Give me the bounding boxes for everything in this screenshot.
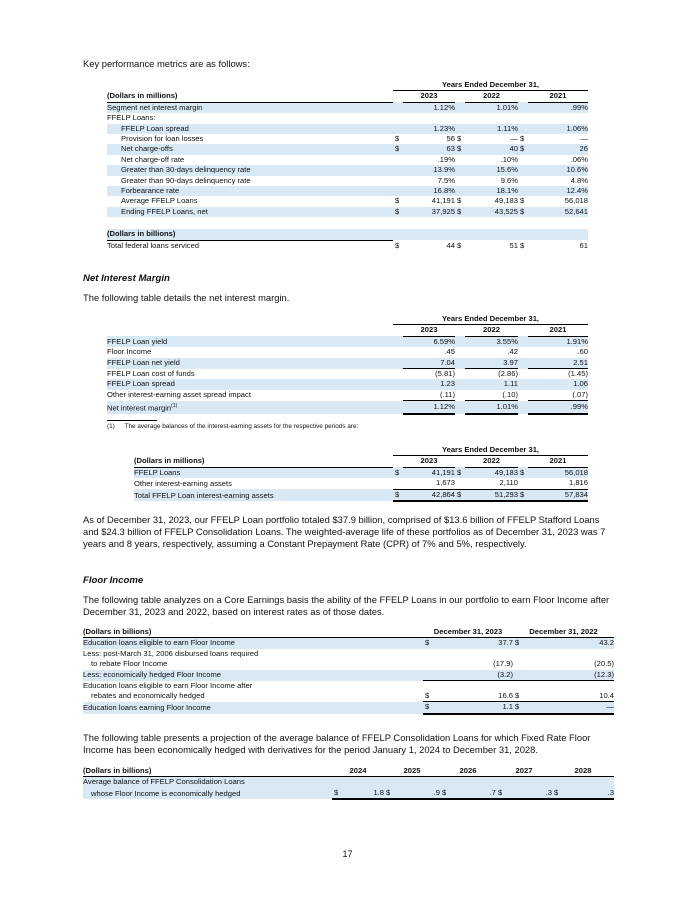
kpm-row-label: FFELP Loans: — [107, 113, 156, 123]
kpm-value: 49,183 — [494, 196, 518, 206]
kpm-value: 56 — [446, 134, 455, 144]
currency-sign: $ — [518, 467, 528, 478]
floor-value: 37.7 — [435, 638, 513, 649]
currency-sign — [513, 670, 525, 681]
nim-row — [107, 347, 588, 357]
kpm-row-label: Net charge-off rate — [121, 154, 185, 164]
currency-sign — [455, 176, 465, 186]
kpm-value — [528, 113, 588, 123]
floor-income-heading: Floor Income — [83, 575, 144, 586]
nim-value: (.07) — [528, 390, 588, 401]
projection-intro: The following table presents a projection of the average balance of FFELP Consolidation Loans for which Fixed Rate Floor Income has been economically hedged with derivatives for the period January 1, 2024 to December 31, 2028. — [83, 732, 591, 755]
kpm-value: 9.6% — [500, 175, 518, 185]
kpm-value: — — [580, 134, 588, 144]
nim-year: 2022 — [465, 325, 518, 336]
floor-value: (3.2) — [435, 670, 513, 681]
currency-sign — [393, 102, 403, 113]
floor-row — [83, 659, 614, 669]
currency-sign: $ — [518, 144, 528, 154]
floor-unit-label: (Dollars in billions) — [83, 627, 423, 638]
kpm-value: 43,525 — [465, 207, 518, 217]
footnote-rule — [107, 420, 157, 421]
currency-sign — [455, 124, 465, 134]
nim-value: 7.04 — [403, 358, 455, 369]
proj-value: .7 — [450, 788, 496, 799]
avg-value: 42,864 — [403, 489, 455, 501]
kpm-serviced-label: Total federal loans serviced — [107, 240, 200, 250]
nim-year: 2023 — [403, 325, 455, 336]
nim-row — [107, 390, 588, 401]
currency-sign: $ — [513, 691, 525, 702]
currency-sign — [393, 176, 403, 186]
floor-value: 1.1 — [435, 702, 513, 714]
nim-heading: Net Interest Margin — [83, 273, 170, 284]
kpm-unit-label: (Dollars in millions) — [107, 91, 393, 102]
currency-sign: $ — [520, 134, 525, 144]
kpm-value: .10% — [500, 154, 518, 164]
avg-value: 41,191 — [403, 467, 455, 478]
currency-sign: $ — [423, 702, 435, 714]
currency-sign: $ — [455, 489, 465, 501]
kpm-value: 41,191 — [431, 196, 455, 206]
floor-value: — — [525, 702, 614, 714]
avg-value: 1,673 — [403, 478, 455, 489]
nim-value: 2.51 — [528, 358, 588, 369]
kpm-value: 4.8% — [570, 175, 588, 185]
currency-sign: $ — [395, 196, 400, 206]
nim-value: 1.12% — [403, 401, 455, 414]
nim-value: 1.01% — [465, 401, 518, 414]
kpm-row — [107, 165, 588, 175]
kpm-row — [107, 124, 588, 134]
floor-income-intro: The following table analyzes on a Core Earnings basis the ability of the FFELP Loans in our portfolio to earn Floor Income after December 31, 2023 and 2022, based on interest rates as of those dates. — [83, 594, 610, 617]
kpm-group-header: Years Ended December 31, — [393, 80, 588, 91]
floor-row — [83, 691, 614, 702]
floor-value: (17.9) — [493, 659, 513, 669]
floor-value: 10.4 — [525, 691, 614, 702]
nim-value: .45 — [444, 347, 455, 357]
currency-sign — [518, 478, 528, 489]
kpm-year: 2021 — [528, 91, 588, 102]
currency-sign: $ — [423, 691, 435, 702]
proj-year: 2024 — [332, 766, 384, 777]
nim-row-label: Net interest margin$^{(1)}$ — [107, 401, 393, 414]
currency-sign: $ — [520, 196, 525, 206]
nim-row-label: Floor Income — [107, 347, 152, 357]
kpm-value: 40 — [465, 144, 518, 154]
nim-row — [107, 336, 588, 347]
nim-row — [107, 369, 588, 380]
currency-sign: $ — [395, 134, 400, 144]
kpm-value: 63 — [403, 144, 455, 154]
kpm-year: 2022 — [465, 91, 518, 102]
footnote-ref: (1) — [171, 402, 178, 409]
key-performance-table: Years Ended December 31, (Dollars in millions) 2023 2022 2021 Segment net interest margin 1.12% 1.01% .99% FFELP Loans: FFELP Loan spread 1.23% 1.11% 1.06% Provision for loan losses $ 56 $ — $ — Net charge-offs $ 63 $ 40 $ 26 Net charge-off rate .19% .10% .06% Greater than 30-days delinquency rate 13.9% 15.6% 10.6% Greater than 90-days delinquency rate 7.5% 9.6% 4.8% Forbearance rate 16.8% 18.1% 12.4% Average FFELP Loans $ 41,191 $ 49,183 $ 56,018 Ending FFELP Loans, net $ 37,925 $ 43,525 $ 52,641 (Dollars in billions) Total federal loans serviced $ 44 $ 51 $ 61 — [107, 80, 588, 250]
currency-sign — [455, 155, 465, 165]
currency-sign — [518, 113, 528, 123]
kpm-serviced-value: 51 — [509, 240, 518, 250]
nim-value: (2.86) — [498, 369, 518, 379]
floor-value: 43.2 — [525, 638, 614, 649]
avg-year: 2023 — [403, 456, 455, 467]
nim-value: .42 — [507, 347, 518, 357]
kpm-value: 1.06% — [528, 124, 588, 134]
proj-value: 1.8 — [342, 788, 384, 799]
kpm-value — [403, 113, 455, 123]
currency-sign: $ — [518, 207, 528, 217]
kpm-value: 1.01% — [465, 102, 518, 113]
kpm-value: 1.11% — [465, 124, 518, 134]
floor-value: (12.3) — [525, 670, 614, 681]
floor-row — [83, 681, 614, 691]
currency-sign: $ — [455, 467, 465, 478]
kpm-row-label: Segment net interest margin — [107, 102, 393, 113]
nim-row-label: FFELP Loan net yield — [107, 358, 393, 369]
footnote-marker: (1) — [107, 423, 115, 430]
floor-row-label: Less: economically hedged Floor Income — [83, 670, 423, 681]
floor-row-label: Education loans eligible to earn Floor Income after — [83, 680, 253, 690]
floor-col-header: December 31, 2023 — [423, 627, 513, 638]
floor-income-table — [83, 627, 614, 715]
avg-row-label: FFELP Loans — [134, 467, 393, 478]
avg-year: 2021 — [528, 456, 588, 467]
currency-sign — [455, 165, 465, 175]
intro-text: Key performance metrics are as follows: — [83, 58, 250, 69]
currency-sign — [393, 155, 403, 165]
kpm-value: 13.9% — [403, 165, 455, 175]
nim-value: 1.11 — [465, 379, 518, 389]
kpm-value: 10.6% — [528, 165, 588, 175]
currency-sign — [518, 124, 528, 134]
avg-value: 2,110 — [465, 478, 518, 489]
nim-value: (.10) — [465, 390, 518, 401]
kpm-value: .99% — [528, 102, 588, 113]
floor-row — [83, 649, 614, 659]
avg-value: 49,183 — [465, 467, 518, 478]
portfolio-paragraph: As of December 31, 2023, our FFELP Loan portfolio totaled $37.9 billion, comprised of $13.6 billion of FFELP Stafford Loans and $24.3 billion of FFELP Consolidation Loans. The weighted-average life of these portfolios as of December 31, 2023 was 7 years and 8 years, respectively, assuming a Constant Prepayment Rate (CPR) of 7% and 5%, respectively. — [83, 514, 606, 549]
nim-row-label: FFELP Loan cost of funds — [107, 369, 195, 379]
nim-value: (1.45) — [568, 369, 588, 379]
nim-value: 1.91% — [528, 336, 588, 347]
avg-unit-label: (Dollars in millions) — [134, 456, 393, 467]
kpm-row-label: Forbearance rate — [107, 186, 393, 196]
nim-group-header: Years Ended December 31, — [393, 314, 588, 325]
kpm-row-label: Provision for loan losses — [121, 134, 204, 144]
kpm-value: 1.23% — [403, 124, 455, 134]
nim-value: .99% — [528, 401, 588, 414]
kpm-row — [107, 144, 588, 154]
floor-row-label: Education loans earning Floor Income — [83, 702, 423, 714]
kpm-row-label: FFELP Loan spread — [107, 124, 393, 134]
kpm-row — [107, 196, 588, 206]
currency-sign — [518, 186, 528, 196]
proj-year: 2027 — [496, 766, 552, 777]
floor-value: 16.6 — [435, 691, 513, 702]
kpm-value: 15.6% — [465, 165, 518, 175]
kpm-row-label: Greater than 90-days delinquency rate — [121, 175, 251, 185]
floor-value: (20.5) — [594, 659, 614, 669]
kpm-value: 52,641 — [528, 207, 588, 217]
kpm-row-label: Average FFELP Loans — [121, 196, 198, 206]
kpm-value: 1.12% — [403, 102, 455, 113]
nim-row-label: Other interest-earning asset spread impact — [107, 390, 251, 400]
currency-sign: $ — [455, 207, 465, 217]
kpm-row — [107, 186, 588, 196]
proj-year: 2028 — [552, 766, 614, 777]
footnote-text: The average balances of the interest-earning assets for the respective periods are: — [124, 423, 359, 430]
proj-year: 2026 — [440, 766, 496, 777]
currency-sign — [393, 478, 403, 489]
currency-sign — [393, 186, 403, 196]
currency-sign — [393, 165, 403, 175]
floor-row-label: Education loans eligible to earn Floor Income — [83, 638, 423, 649]
kpm-serviced-value: 44 — [446, 240, 455, 250]
nim-value: .60 — [577, 347, 588, 357]
kpm-year: 2023 — [403, 91, 455, 102]
currency-sign: $ — [393, 207, 403, 217]
proj-unit-label: (Dollars in billions) — [83, 766, 332, 777]
currency-sign: $ — [423, 638, 435, 649]
nim-row — [107, 401, 588, 414]
avg-row — [134, 467, 588, 478]
currency-sign — [518, 155, 528, 165]
nim-value: 6.59% — [403, 336, 455, 347]
kpm-value: .06% — [570, 154, 588, 164]
currency-sign: $ — [393, 489, 403, 501]
kpm-serviced-value: 61 — [579, 240, 588, 250]
kpm-billions-label: (Dollars in billions) — [107, 229, 393, 240]
nim-year: 2021 — [528, 325, 588, 336]
currency-sign: $ — [457, 134, 462, 144]
proj-year: 2025 — [384, 766, 440, 777]
proj-value: .9 — [394, 788, 440, 799]
currency-sign — [518, 102, 528, 113]
currency-sign: $ — [455, 144, 465, 154]
nim-row — [107, 358, 588, 369]
currency-sign — [455, 478, 465, 489]
kpm-value: 18.1% — [465, 186, 518, 196]
currency-sign — [455, 186, 465, 196]
kpm-value: 26 — [528, 144, 588, 154]
currency-sign — [455, 102, 465, 113]
nim-value: 3.55% — [465, 336, 518, 347]
kpm-value — [465, 113, 518, 123]
average-balances-table — [134, 445, 588, 502]
avg-year: 2022 — [465, 456, 518, 467]
currency-sign: $ — [513, 702, 525, 714]
floor-row-label: Less: post-March 31, 2006 disbursed loans required — [83, 648, 259, 658]
proj-value: .3 — [506, 788, 552, 799]
nim-value: 3.97 — [465, 358, 518, 369]
kpm-value: 12.4% — [528, 186, 588, 196]
avg-group-header: Years Ended December 31, — [393, 445, 588, 456]
kpm-value: .19% — [437, 154, 455, 164]
currency-sign — [423, 659, 435, 669]
kpm-row — [107, 207, 588, 217]
floor-row — [83, 702, 614, 714]
floor-row — [83, 638, 614, 649]
kpm-value: 7.5% — [437, 175, 455, 185]
nim-intro: The following table details the net interest margin. — [83, 292, 290, 303]
currency-sign — [513, 659, 525, 669]
net-interest-margin-table — [107, 314, 588, 415]
currency-sign — [393, 113, 403, 123]
currency-sign — [455, 113, 465, 123]
kpm-row — [107, 102, 588, 113]
avg-row — [134, 478, 588, 489]
avg-value: 56,018 — [528, 467, 588, 478]
kpm-value: 37,925 — [403, 207, 455, 217]
floor-col-header: December 31, 2022 — [513, 627, 614, 638]
avg-row-label: Other interest-earning assets — [134, 478, 232, 488]
nim-value: 1.06 — [528, 379, 588, 389]
kpm-row — [107, 155, 588, 165]
currency-sign — [518, 165, 528, 175]
avg-row — [134, 489, 588, 501]
kpm-row — [107, 113, 588, 123]
currency-sign — [393, 124, 403, 134]
nim-value: (.11) — [403, 390, 455, 401]
proj-row-label: Average balance of FFELP Consolidation Loans — [83, 777, 332, 788]
currency-sign: $ — [518, 489, 528, 501]
kpm-row-label: Ending FFELP Loans, net — [107, 207, 393, 217]
floor-row-label: rebates and economically hedged — [91, 691, 205, 701]
page-number: 17 — [342, 849, 353, 859]
kpm-value: 56,018 — [564, 196, 588, 206]
currency-sign: $ — [457, 196, 462, 206]
avg-row-label: Total FFELP Loan interest-earning assets — [134, 489, 393, 501]
kpm-value: — — [510, 134, 518, 144]
currency-sign: $ — [393, 144, 403, 154]
floor-row — [83, 670, 614, 681]
footnote — [107, 423, 358, 430]
proj-row-label: whose Floor Income is economically hedged — [83, 788, 332, 799]
projection-table: (Dollars in billions) 2024 2025 2026 2027 2028 Average balance of FFELP Consolidation Loans whose Floor Income is economically hedged $ 1.8 $ .9 $ .7 $ .3 $ .3 — [83, 766, 614, 798]
kpm-row-label: Greater than 30-days delinquency rate — [107, 165, 393, 175]
currency-sign: $ — [513, 638, 525, 649]
nim-value: (5.81) — [435, 369, 455, 379]
kpm-value: 16.8% — [403, 186, 455, 196]
nim-row-label: FFELP Loan yield — [107, 336, 393, 347]
floor-row-label: to rebate Floor Income — [91, 659, 168, 669]
currency-sign — [518, 176, 528, 186]
currency-sign — [423, 670, 435, 681]
kpm-row-label: Net charge-offs — [107, 144, 393, 154]
kpm-row — [107, 176, 588, 186]
currency-sign: $ — [393, 467, 403, 478]
proj-value: .3 — [562, 788, 614, 799]
avg-value: 57,834 — [528, 489, 588, 501]
avg-value: 1,816 — [528, 478, 588, 489]
avg-value: 51,293 — [465, 489, 518, 501]
kpm-row — [107, 134, 588, 144]
nim-row-label: FFELP Loan spread — [107, 379, 393, 389]
nim-value: 1.23 — [403, 379, 455, 389]
nim-row — [107, 379, 588, 389]
